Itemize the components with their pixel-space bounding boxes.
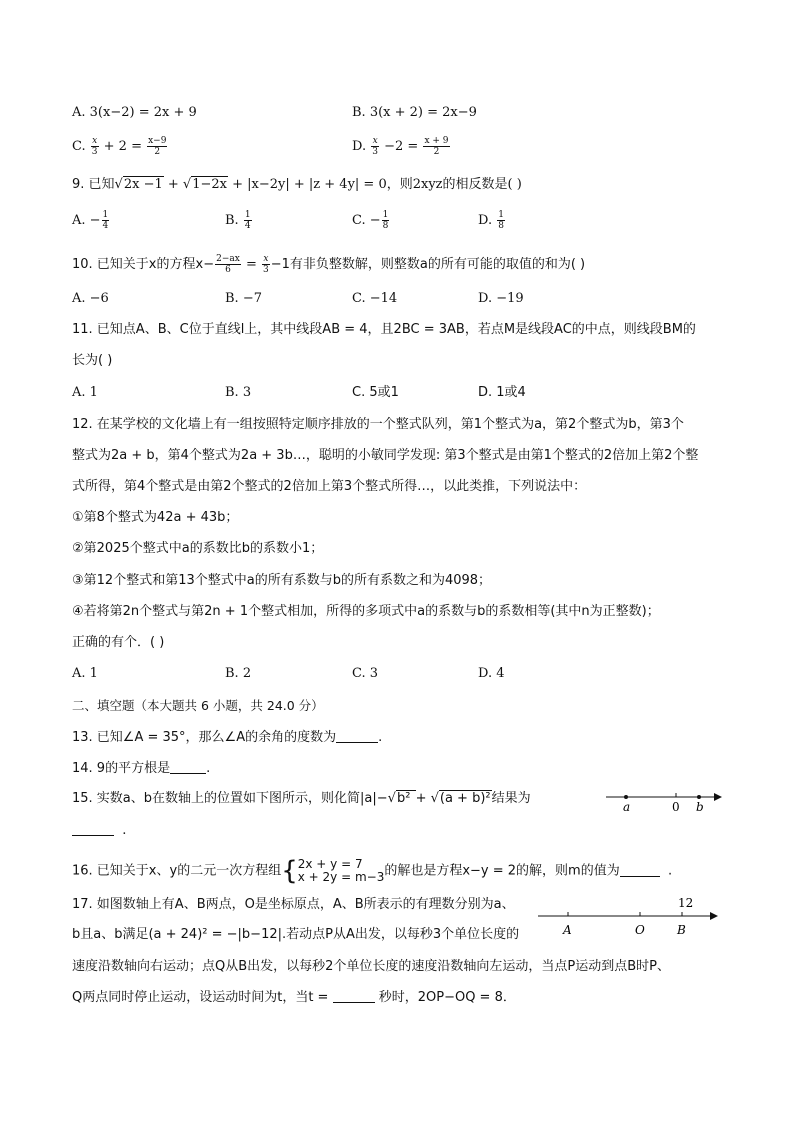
q12-stem-line1: 12. 在某学校的文化墙上有一组按照特定顺序排放的一个整式队列，第1个整式为a，第2个整式为b，第3个 (72, 417, 684, 432)
q8-option-b: B. 3(x + 2) = 2x−9 (352, 105, 477, 120)
q14-stem: 14. 9的平方根是 . (72, 761, 211, 776)
q11-stem-line2: 长为( ) (72, 353, 113, 368)
fraction: $\frac{x-9}{2}$ (148, 136, 167, 157)
fraction: $\frac{x}{3}$ (372, 136, 378, 157)
q10-option-d: D. −19 (478, 291, 524, 306)
q13-stem: 13. 已知∠A = 35°，那么∠A的余角的度数为 . (72, 730, 383, 745)
label-A: A (563, 923, 572, 937)
fraction: $\frac{x}{3}$ (91, 136, 98, 157)
q10-option-c: C. −14 (352, 291, 398, 306)
answer-blank[interactable] (333, 989, 375, 1003)
q12-statement-3: ③第12个整式和第13个整式中a的所有系数与b的所有系数之和为4098； (72, 573, 492, 588)
answer-blank[interactable] (336, 729, 378, 743)
answer-blank[interactable] (72, 822, 114, 836)
label-B: B (677, 923, 686, 937)
q10-option-b: B. −7 (225, 291, 262, 306)
q17-stem-line2: b且a、b满足(a + 24)² = −|b−12|.若动点P从A出发，以每秒3个单位长度的 (72, 927, 520, 942)
q17-stem-line4: Q两点同时停止运动，设运动时间为t，当t = 秒时，2OP−OQ = 8． (72, 990, 516, 1005)
q12-statement-4: ④若将第2n个整式与第2n + 1个整式相加，所得的多项式中a的系数与b的系数相等(其中n为正整数)； (72, 604, 660, 619)
fraction: $\frac{x + 9}{2}$ (424, 136, 449, 157)
label-zero: 0 (672, 800, 680, 814)
q12-option-c: C. 3 (352, 666, 379, 681)
q11-stem-line1: 11. 已知点A、B、C位于直线l上，其中线段AB = 4，且2BC = 3AB，若点M是线段AC的中点，则线段BM的 (72, 322, 696, 337)
q12-option-d: D. 4 (478, 666, 505, 681)
q12-stem-line3: 式所得，第4个整式是由第2个整式的2倍加上第3个整式所得…，以此类推，下列说法中： (72, 479, 587, 494)
section-heading-fill-in: 二、填空题（本大题共 6 小题，共 24.0 分） (72, 698, 324, 713)
answer-blank[interactable] (170, 760, 206, 774)
answer-blank[interactable] (620, 863, 660, 877)
q8-option-a: A. 3(x−2) = 2x + 9 (72, 105, 197, 120)
q12-question: 正确的有个．( ) (72, 635, 165, 650)
q10-stem: 10. 已知关于x的方程x− $\frac{2-ax}{6}$ = $\frac{x}{3}$ −1有非负整数解，则整数a的所有可能的取值的和为( ) (72, 254, 586, 275)
point-a (624, 795, 628, 799)
q8-option-c: C. $\frac{x}{3}$ + 2 = $\frac{x-9}{2}$ (72, 136, 167, 157)
number-line-q15 (600, 787, 726, 815)
q12-statement-1: ①第8个整式为42a + 43b； (72, 510, 239, 525)
label-O: O (635, 923, 645, 937)
q9-option-b: B. $\frac{1}{4}$ (225, 210, 251, 231)
q12-statement-2: ②第2025个整式中a的系数比b的系数小1； (72, 541, 324, 556)
q9-option-d: D. $\frac{1}{8}$ (478, 210, 504, 231)
point-b (697, 795, 701, 799)
q11-option-d: D. 1或4 (478, 385, 526, 400)
q9-option-a: A. − $\frac{1}{4}$ (72, 210, 109, 231)
q12-stem-line2: 整式为2a + b，第4个整式为2a + 3b…，聪明的小敏同学发现: 第3个整式是由第1个整式的2倍加上第2个整 (72, 448, 699, 463)
q12-option-b: B. 2 (225, 666, 252, 681)
q17-stem-line1: 17. 如图数轴上有A、B两点，O是坐标原点，A、B所表示的有理数分别为a、 (72, 897, 515, 912)
number-line-q17 (534, 893, 724, 941)
label-a: a (623, 800, 631, 814)
q17-stem-line3: 速度沿数轴向右运动；点Q从B出发，以每秒2个单位长度的速度沿数轴向左运动，当点P运动到点B时P、 (72, 959, 671, 974)
q9-option-c: C. − $\frac{1}{8}$ (352, 210, 389, 231)
q15-answer: . (72, 822, 126, 840)
q10-option-a: A. −6 (72, 291, 109, 306)
q11-option-c: C. 5或1 (352, 385, 399, 400)
q15-stem: 15. 实数a、b在数轴上的位置如下图所示，则化简|a|−√b² + √(a + b)²结果为 (72, 791, 531, 806)
q8-option-d: D. $\frac{x}{3}$ −2 = $\frac{x + 9}{2}$ (352, 136, 449, 157)
q11-option-b: B. 3 (225, 385, 252, 400)
q11-option-a: A. 1 (72, 385, 98, 400)
q12-option-a: A. 1 (72, 666, 98, 681)
q9-stem: 9. 已知√2x −1 + √1−2x + |x−2y| + |z + 4y| = 0，则2xyz的相反数是( ) (72, 177, 522, 192)
label-b: b (696, 800, 704, 814)
label-twelve: 12 (678, 896, 694, 910)
q16-stem: 16. 已知关于x、y的二元一次方程组{ 2x + y = 7 x + 2y = m−3 的解也是方程x−y = 2的解，则m的值为 . (72, 856, 673, 886)
